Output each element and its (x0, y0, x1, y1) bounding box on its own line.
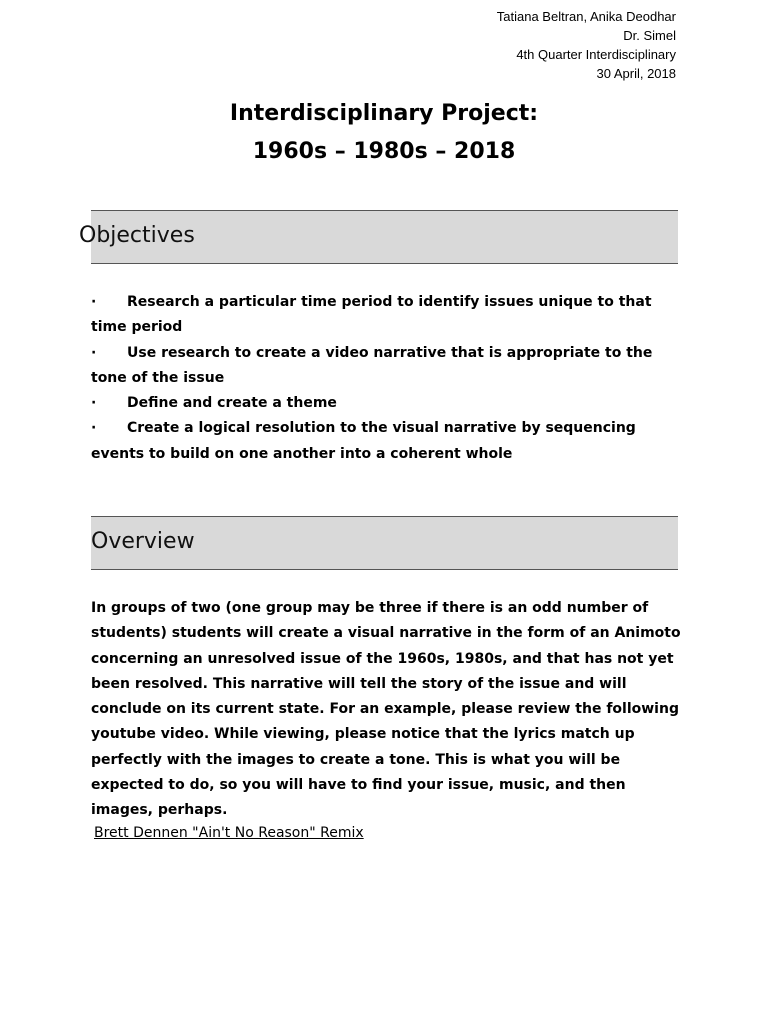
title-line-2: 1960s – 1980s – 2018 (252, 139, 516, 164)
objective-item (91, 391, 691, 416)
teacher-line: Dr. Simel (623, 28, 676, 43)
bullet-icon: · (91, 395, 97, 412)
title-line-1: Interdisciplinary Project: (229, 101, 539, 126)
objective-item (91, 341, 691, 392)
authors-line: Tatiana Beltran, Anika Deodhar (496, 9, 676, 24)
objective-item (91, 290, 691, 341)
document-header (497, 7, 676, 83)
objective-text: Create a logical resolution to the visual narrative by sequencing events to build on one another into a coherent whole (91, 420, 636, 462)
bullet-icon: · (91, 420, 97, 437)
course-line: 4th Quarter Interdisciplinary (516, 47, 676, 62)
overview-section-header (91, 516, 678, 570)
document-title (0, 95, 768, 171)
objectives-list (91, 290, 691, 467)
objectives-section-header (79, 210, 678, 264)
objective-text: Research a particular time period to identify issues unique to that time period (91, 294, 652, 336)
objective-item (91, 416, 691, 467)
objective-text: Define and create a theme (127, 395, 337, 412)
bullet-icon: · (91, 294, 97, 310)
youtube-video-link[interactable]: Brett Dennen "Ain't No Reason" Remix (94, 825, 364, 841)
overview-heading: Overview (91, 529, 195, 554)
objectives-heading: Objectives (79, 223, 195, 248)
date-line: 30 April, 2018 (596, 66, 676, 81)
objective-text: Use research to create a video narrative that is appropriate to the tone of the issue (91, 344, 653, 386)
bullet-icon: · (91, 344, 97, 361)
overview-paragraph: In groups of two (one group may be three if there is an odd number of students) students will create a visual narrative in the form of an Animoto concerning an unresolved issue of the 1960s, 1980s, and that has not yet been resolved. This narrative will tell the story of the issue and will conclude on its current state. For an example, please review the following youtube video. While viewing, please notice that the lyrics match up perfectly with the images to create a tone. This is what you will be expected to do, so you will have to find your issue, music, and then images, perhaps. (91, 600, 681, 819)
